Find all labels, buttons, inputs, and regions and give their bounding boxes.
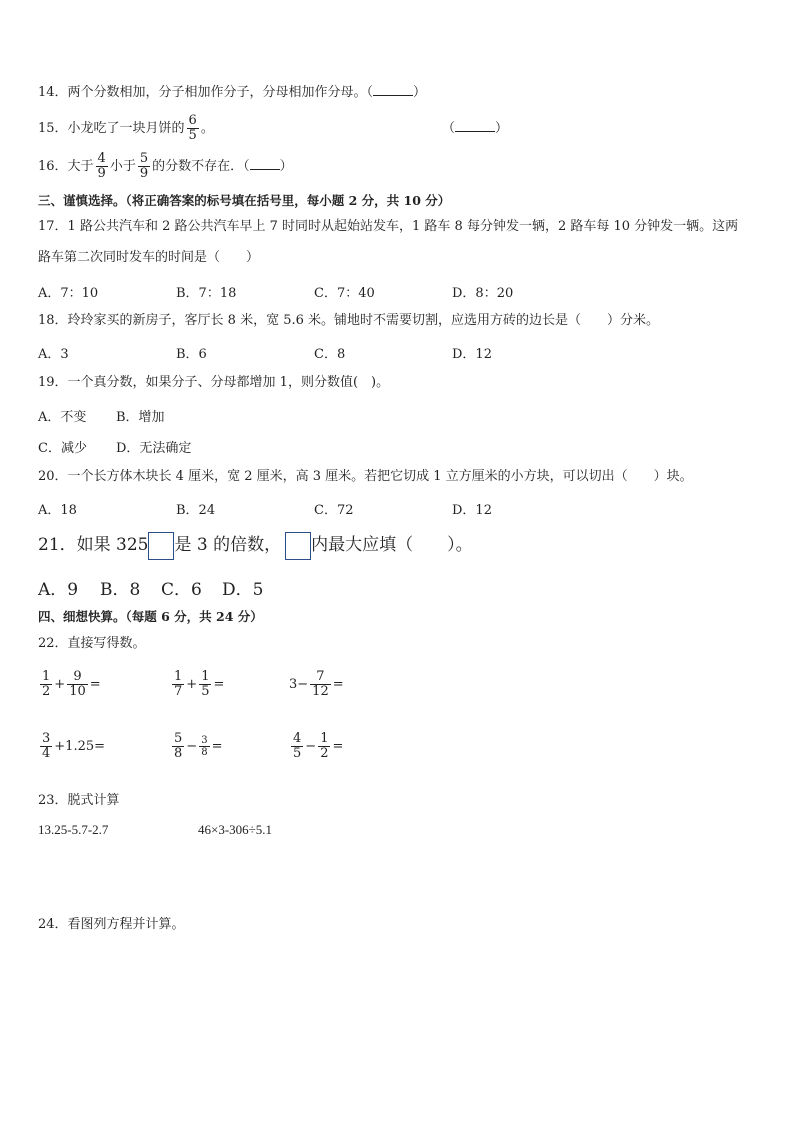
calc-3: 3− $\frac{7}{12}$ = xyxy=(289,669,344,699)
q20-option-d: D．12 xyxy=(452,503,492,518)
q17-line1: 17．1 路公共汽车和 2 路公共汽车早上 7 时同时从起始站发车，1 路车 8 每分钟发一辆，2 路车每 10 分钟发一辆。这两 xyxy=(38,219,739,234)
section-3-heading: 三、谨慎选择。（将正确答案的标号填在括号里，每小题 2 分，共 10 分） xyxy=(38,193,451,208)
calc-6: $\frac{4}{5}$ − $\frac{1}{2}$ = xyxy=(293,731,344,761)
q19-option-d: D．无法确定 xyxy=(116,441,192,456)
answer-blank xyxy=(373,83,413,96)
question-14: 14．两个分数相加，分子相加作分子，分母相加作分母。（ ） xyxy=(38,85,427,100)
question-15: 15．小龙吃了一块月饼的 $\frac{6}{5}$ 。 xyxy=(38,113,214,143)
blank-box xyxy=(148,532,174,560)
q20-option-a: A．18 xyxy=(38,503,77,518)
q20-text: 20．一个长方体木块长 4 厘米，宽 2 厘米，高 3 厘米。若把它切成 1 立方厘米的小方块，可以切出（ ）块。 xyxy=(38,469,693,484)
q21-option-d: D．5 xyxy=(222,580,264,600)
q21-option-b: B．8 xyxy=(100,580,141,600)
q18-option-b: B．6 xyxy=(176,347,207,362)
answer-blank xyxy=(455,119,495,132)
q15-answer: （ ） xyxy=(442,121,509,136)
answer-blank xyxy=(250,157,280,170)
q23-expression-2: 46×3-306÷5.1 xyxy=(198,822,273,837)
q17-option-c: C．7：40 xyxy=(314,286,375,301)
section-4-heading: 四、细想快算。（每题 6 分，共 24 分） xyxy=(38,609,263,624)
calc-4: $\frac{3}{4}$ +1.25= xyxy=(42,731,106,761)
q18-text: 18．玲玲家买的新房子，客厅长 8 米，宽 5.6 米。铺地时不需要切割，应选用方砖的边长是（ ）分米。 xyxy=(38,313,660,328)
q17-option-b: B．7：18 xyxy=(176,286,237,301)
fraction: $\frac{5}{9}$ xyxy=(139,151,149,181)
question-16: 16．大于 $\frac{4}{9}$ 小于 $\frac{5}{9}$ 的分数不存在．（ ） xyxy=(38,151,293,181)
q18-option-d: D．12 xyxy=(452,347,492,362)
q17-option-a: A．7：10 xyxy=(38,286,99,301)
q20-option-b: B．24 xyxy=(176,503,216,518)
fraction: $\frac{4}{9}$ xyxy=(97,151,106,181)
q17-option-d: D．8：20 xyxy=(452,286,514,301)
q21-option-a: A．9 xyxy=(38,580,79,600)
q19-option-a: A．不变 xyxy=(38,410,87,425)
q14-text: 14．两个分数相加，分子相加作分子，分母相加作分母。（ xyxy=(38,85,374,100)
calc-2: $\frac{1}{7}$ + $\frac{1}{5}$ = xyxy=(174,669,225,699)
q23-text: 23．脱式计算 xyxy=(38,793,120,808)
q20-option-c: C．72 xyxy=(314,503,354,518)
q19-option-b: B．增加 xyxy=(116,410,165,425)
q21-option-c: C．6 xyxy=(161,580,202,600)
q18-option-a: A．3 xyxy=(38,347,69,362)
q19-option-c: C．减少 xyxy=(38,441,87,456)
question-21: 21．如果 325 是 3 的倍数， 内最大应填（ ）。 xyxy=(38,530,473,560)
q23-expression-1: 13.25-5.7-2.7 xyxy=(38,822,109,837)
calc-5: $\frac{5}{8}$ − $\frac{3}{8}$ = xyxy=(174,731,223,761)
calc-1: $\frac{1}{2}$ + $\frac{9}{10}$ = xyxy=(42,669,101,699)
q19-text: 19．一个真分数，如果分子、分母都增加 1，则分数值( )。 xyxy=(38,375,390,390)
blank-box xyxy=(285,532,311,560)
q22-text: 22．直接写得数。 xyxy=(38,636,146,651)
q17-line2: 路车第二次同时发车的时间是（ ） xyxy=(38,250,260,265)
q24-text: 24．看图列方程并计算。 xyxy=(38,917,185,932)
q18-option-c: C．8 xyxy=(314,347,346,362)
fraction: $\frac{6}{5}$ xyxy=(188,113,197,143)
